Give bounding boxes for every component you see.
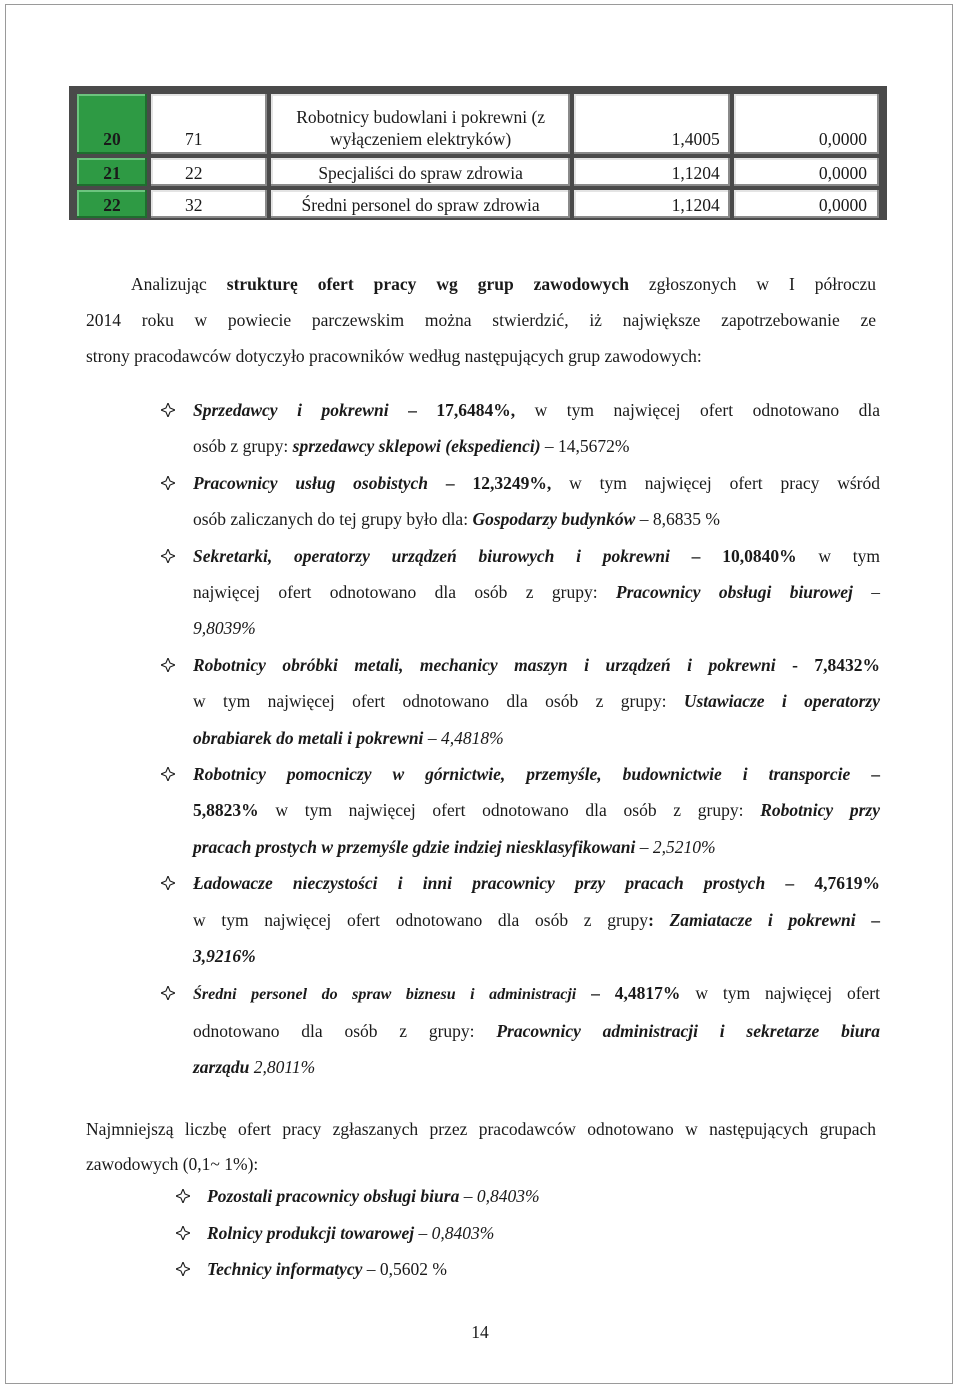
group-percent: – 12,3249%, [428,472,570,493]
list-item [175,1215,775,1252]
intro-line [86,266,876,302]
subgroup-name: pracach prostych w przemyśle gdzie indziej niesklasyfikowani [193,836,636,857]
group-name: Sekretarki, operatorzy urządzeń biurowych i pokrewni [193,545,670,566]
group-name: Ładowacze nieczystości i inni pracownicy przy pracach prostych [193,873,766,894]
item-text: osób zaliczanych do tej grupy było dla: [193,509,473,530]
item-line [193,1049,880,1085]
value1-cell: 1,1204 [574,158,730,186]
list-item [160,756,880,865]
list-item [160,647,880,756]
subgroup-name: Zamiatacze i pokrewni [669,909,856,930]
diamond-bullet-icon [176,1189,190,1203]
subgroup-percent: 3,9216% [193,946,256,967]
item-text: w tym najwięcej ofert odnotowano dla osób z grupy: [193,691,684,712]
name-line: wyłączeniem elektryków) [329,129,512,149]
item-line [193,865,880,901]
subgroup-name: Gospodarzy budynków [472,509,636,530]
subgroup-name: zarządu [193,1057,250,1078]
item-text: – [850,764,880,785]
item-text: osób z grupy: [193,436,293,457]
list-item [160,465,880,538]
subgroup-percent: – 14,5672% [540,436,630,457]
subgroup-name: Ustawiacze i operatorzy [683,691,880,712]
table-row [77,158,879,186]
table-row [77,190,879,218]
subgroup-name: Robotnicy przy [760,800,880,821]
item-text: w tym najwięcej ofert pracy wśród [569,472,880,493]
subgroup-name: Pracownicy obsługi biurowej [615,582,853,603]
item-text: – [855,909,881,930]
item-line [193,1013,880,1049]
diamond-bullet-icon [161,658,175,672]
subgroup-name: obrabiarek do metali i pokrewni [193,727,424,748]
code-cell: 32 [151,190,267,218]
item-line [193,501,880,537]
group-percent: – 0,8403% [414,1222,495,1243]
item-text: – [852,582,881,603]
code-cell: 71 [151,94,267,154]
rank-cell: 22 [77,190,147,218]
name-line: Robotnicy budowlani i pokrewni (z [296,107,546,127]
group-percent: - 7,8432% [775,654,881,675]
occupation-table [69,86,887,220]
diamond-bullet-icon [161,403,175,417]
item-line [193,975,880,1013]
rank-cell: 21 [77,158,147,186]
item-line [193,902,880,938]
intro-line: strony pracodawców dotyczyło pracowników według następujących grup zawodowych: [86,346,702,366]
group-percent: – 10,0840% [669,545,797,566]
list-item [175,1251,775,1288]
item-line [193,574,880,610]
item-line [193,647,880,683]
value2-cell: 0,0000 [734,158,879,186]
item-text: w tym [796,545,881,566]
item-text: w tym najwięcej ofert odnotowano dla osób z grupy [193,909,649,930]
item-text: najwięcej ofert odnotowano dla osób z grupy: [193,582,616,603]
diamond-bullet-icon [161,476,175,490]
group-name: Sprzedawcy i pokrewni [193,400,389,420]
diamond-bullet-icon [176,1226,190,1240]
subgroup-percent: – 4,4818% [423,727,504,748]
item-line [193,756,880,792]
group-name: Robotnicy pomocniczy w górnictwie, przemyśle, budownictwie i transporcie [193,764,851,785]
group-percent: – 17,6484%, [388,400,535,420]
list-item [160,392,880,465]
name-cell: Średni personel do spraw zdrowia [271,190,570,218]
item-text: : [648,909,670,930]
item-line [193,683,880,719]
name-cell [271,94,570,154]
value1-cell: 1,4005 [574,94,730,154]
diamond-bullet-icon [161,767,175,781]
intro-emphasis: strukturę ofert pracy wg grup zawodowych [226,274,629,294]
outro-line: zawodowych (0,1~ 1%): [86,1154,259,1174]
item-line [193,829,880,865]
item-line [193,428,880,464]
group-percent: – 4,4817% [576,982,681,1003]
diamond-bullet-icon [176,1262,190,1276]
subgroup-percent: 9,8039% [193,618,256,639]
outro-paragraph [86,1112,876,1182]
intro-text: zgłoszonych w I półroczu [628,274,876,294]
rank-cell: 20 [77,94,147,154]
group-name: Robotnicy obróbki metali, mechanicy maszyn i urządzeń i pokrewni [193,654,776,675]
diamond-bullet-icon [161,986,175,1000]
diamond-bullet-icon [161,549,175,563]
group-name: Rolnicy produkcji towarowej [207,1222,415,1243]
item-line [193,938,880,974]
code-cell: 22 [151,158,267,186]
subgroup-name: sprzedawcy sklepowi (ekspedienci) [292,436,541,457]
occupation-table-grid [73,90,883,222]
group-name: Średni personel do spraw biznesu i administracji [193,985,577,1003]
value2-cell: 0,0000 [734,190,879,218]
item-line [193,538,880,574]
diamond-bullet-icon [161,876,175,890]
list-item [160,538,880,647]
subgroup-percent: 2,8011% [249,1057,316,1078]
subgroup-percent: – 8,6835 % [635,509,720,530]
group-percent: – 0,5602 % [362,1259,447,1279]
item-text: odnotowano dla osób z grupy: [193,1020,497,1041]
subgroup-name: Pracownicy administracji i sekretarze biura [496,1020,880,1041]
group-percent: – 0,8403% [459,1186,540,1206]
item-line [193,465,880,501]
item-line [193,792,880,828]
name-cell: Specjaliści do spraw zdrowia [271,158,570,186]
intro-paragraph [86,266,876,374]
bottom-groups-list [175,1178,775,1288]
subgroup-percent: – 2,5210% [635,836,716,857]
value2-cell: 0,0000 [734,94,879,154]
item-line [193,610,880,646]
group-name: Pracownicy usług osobistych [193,472,429,493]
group-percent: 5,8823% [193,800,259,821]
item-text: w tym najwięcej ofert odnotowano dla osób z grupy: [258,800,761,821]
page-number: 14 [471,1322,489,1342]
intro-line: 2014 roku w powiecie parczewskim można stwierdzić, iż największe zapotrzebowanie ze [86,310,876,330]
list-item [160,975,880,1086]
list-item [160,865,880,974]
intro-text: Analizując [131,274,227,294]
item-text: w tym najwięcej ofert [680,982,880,1003]
item-line [193,720,880,756]
list-item [175,1178,775,1215]
table-row [77,94,879,154]
item-text: w tym najwięcej ofert odnotowano dla [534,400,881,420]
value1-cell: 1,1204 [574,190,730,218]
group-name: Technicy informatycy [207,1259,363,1279]
outro-line: Najmniejszą liczbę ofert pracy zgłaszanych przez pracodawców odnotowano w następujących grupach [86,1119,876,1139]
item-line [193,392,880,428]
group-name: Pozostali pracownicy obsługi biura [207,1186,460,1206]
group-percent: – 4,7619% [765,873,880,894]
top-groups-list [160,392,880,1086]
